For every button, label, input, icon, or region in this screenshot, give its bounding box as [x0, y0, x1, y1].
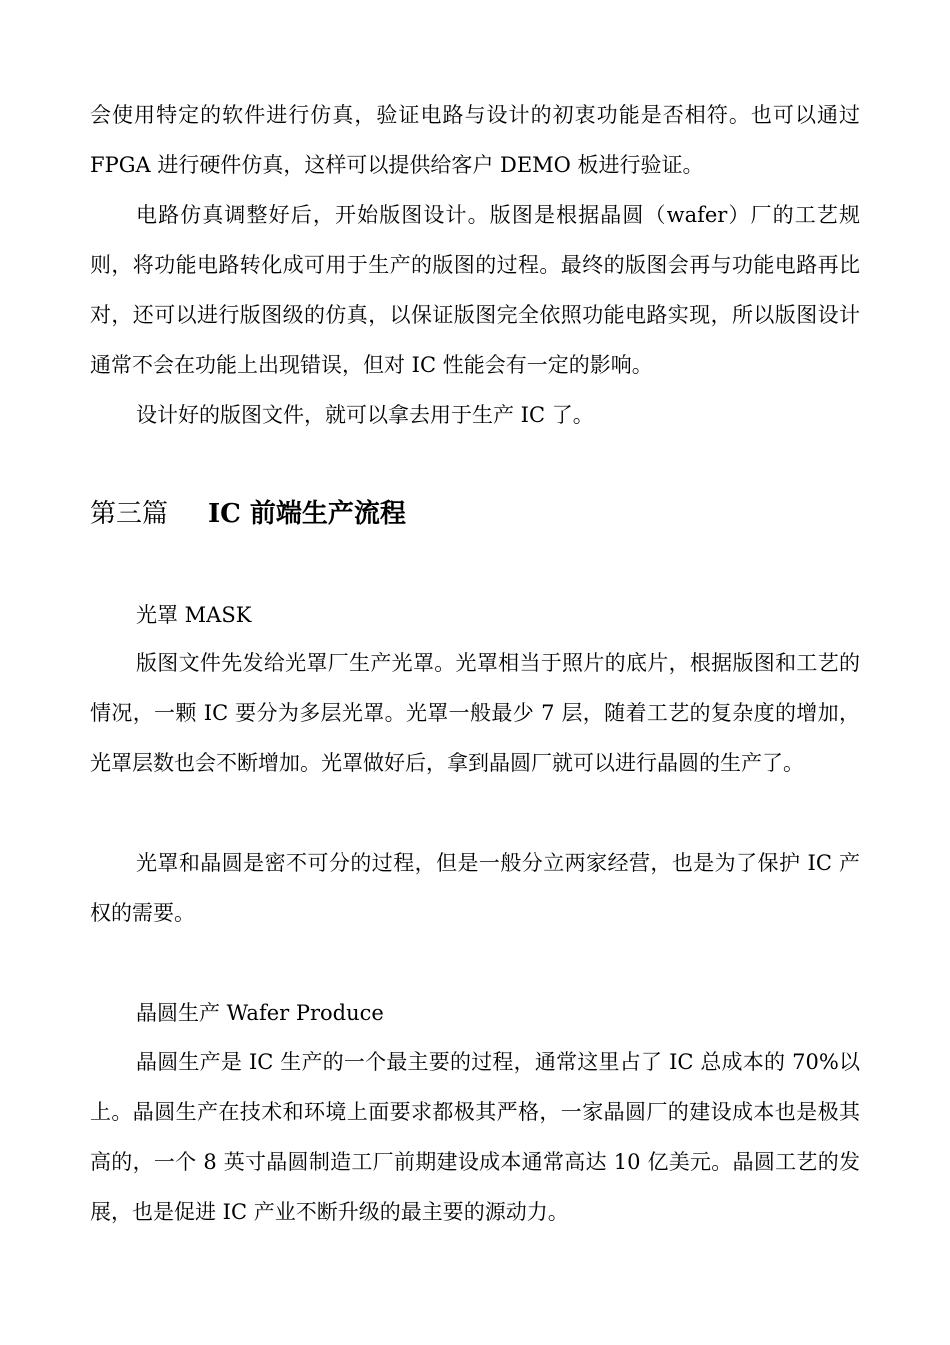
mask-subheading: 光罩 MASK: [136, 603, 252, 627]
paragraph-mask-intro: 版图文件先发给光罩厂生产光罩。光罩相当于照片的底片，根据版图和工艺的情况，一颗 IC 要分为多层光罩。光罩一般最少 7 层，随着工艺的复杂度的增加，光罩层数也会不断增加。光罩做好后，拿到晶圆厂就可以进行晶圆的生产了。: [90, 651, 860, 775]
section-heading: [90, 490, 406, 538]
wafer-subheading: 晶圆生产 Wafer Produce: [136, 1001, 384, 1025]
paragraph-layout-design: 电路仿真调整好后，开始版图设计。版图是根据晶圆（wafer）厂的工艺规则，将功能电路转化成可用于生产的版图的过程。最终的版图会再与功能电路再比对，还可以进行版图级的仿真，以保证版图完全依照功能电路实现，所以版图设计通常不会在功能上出现错误，但对 IC 性能会有一定的影响。: [90, 203, 860, 377]
section-title: IC 前端生产流程: [208, 499, 406, 529]
paragraph-mask-wafer: 光罩和晶圆是密不可分的过程，但是一般分立两家经营，也是为了保护 IC 产权的需要。: [90, 851, 860, 925]
section-number: 第三篇: [90, 499, 169, 529]
paragraph-layout-file: 设计好的版图文件，就可以拿去用于生产 IC 了。: [136, 403, 594, 427]
paragraph-wafer-production: 晶圆生产是 IC 生产的一个最主要的过程，通常这里占了 IC 总成本的 70%以上。晶圆生产在技术和环境上面要求都极其严格，一家晶圆厂的建设成本也是极其高的，一个 8 英寸晶圆制造工厂前期建设成本通常高达 10 亿美元。晶圆工艺的发展，也是促进 IC 产业不断升级的最主要的源动力。: [90, 1050, 860, 1224]
paragraph-simulation: 会使用特定的软件进行仿真，验证电路与设计的初衷功能是否相符。也可以通过 FPGA 进行硬件仿真，这样可以提供给客户 DEMO 板进行验证。: [90, 103, 860, 177]
